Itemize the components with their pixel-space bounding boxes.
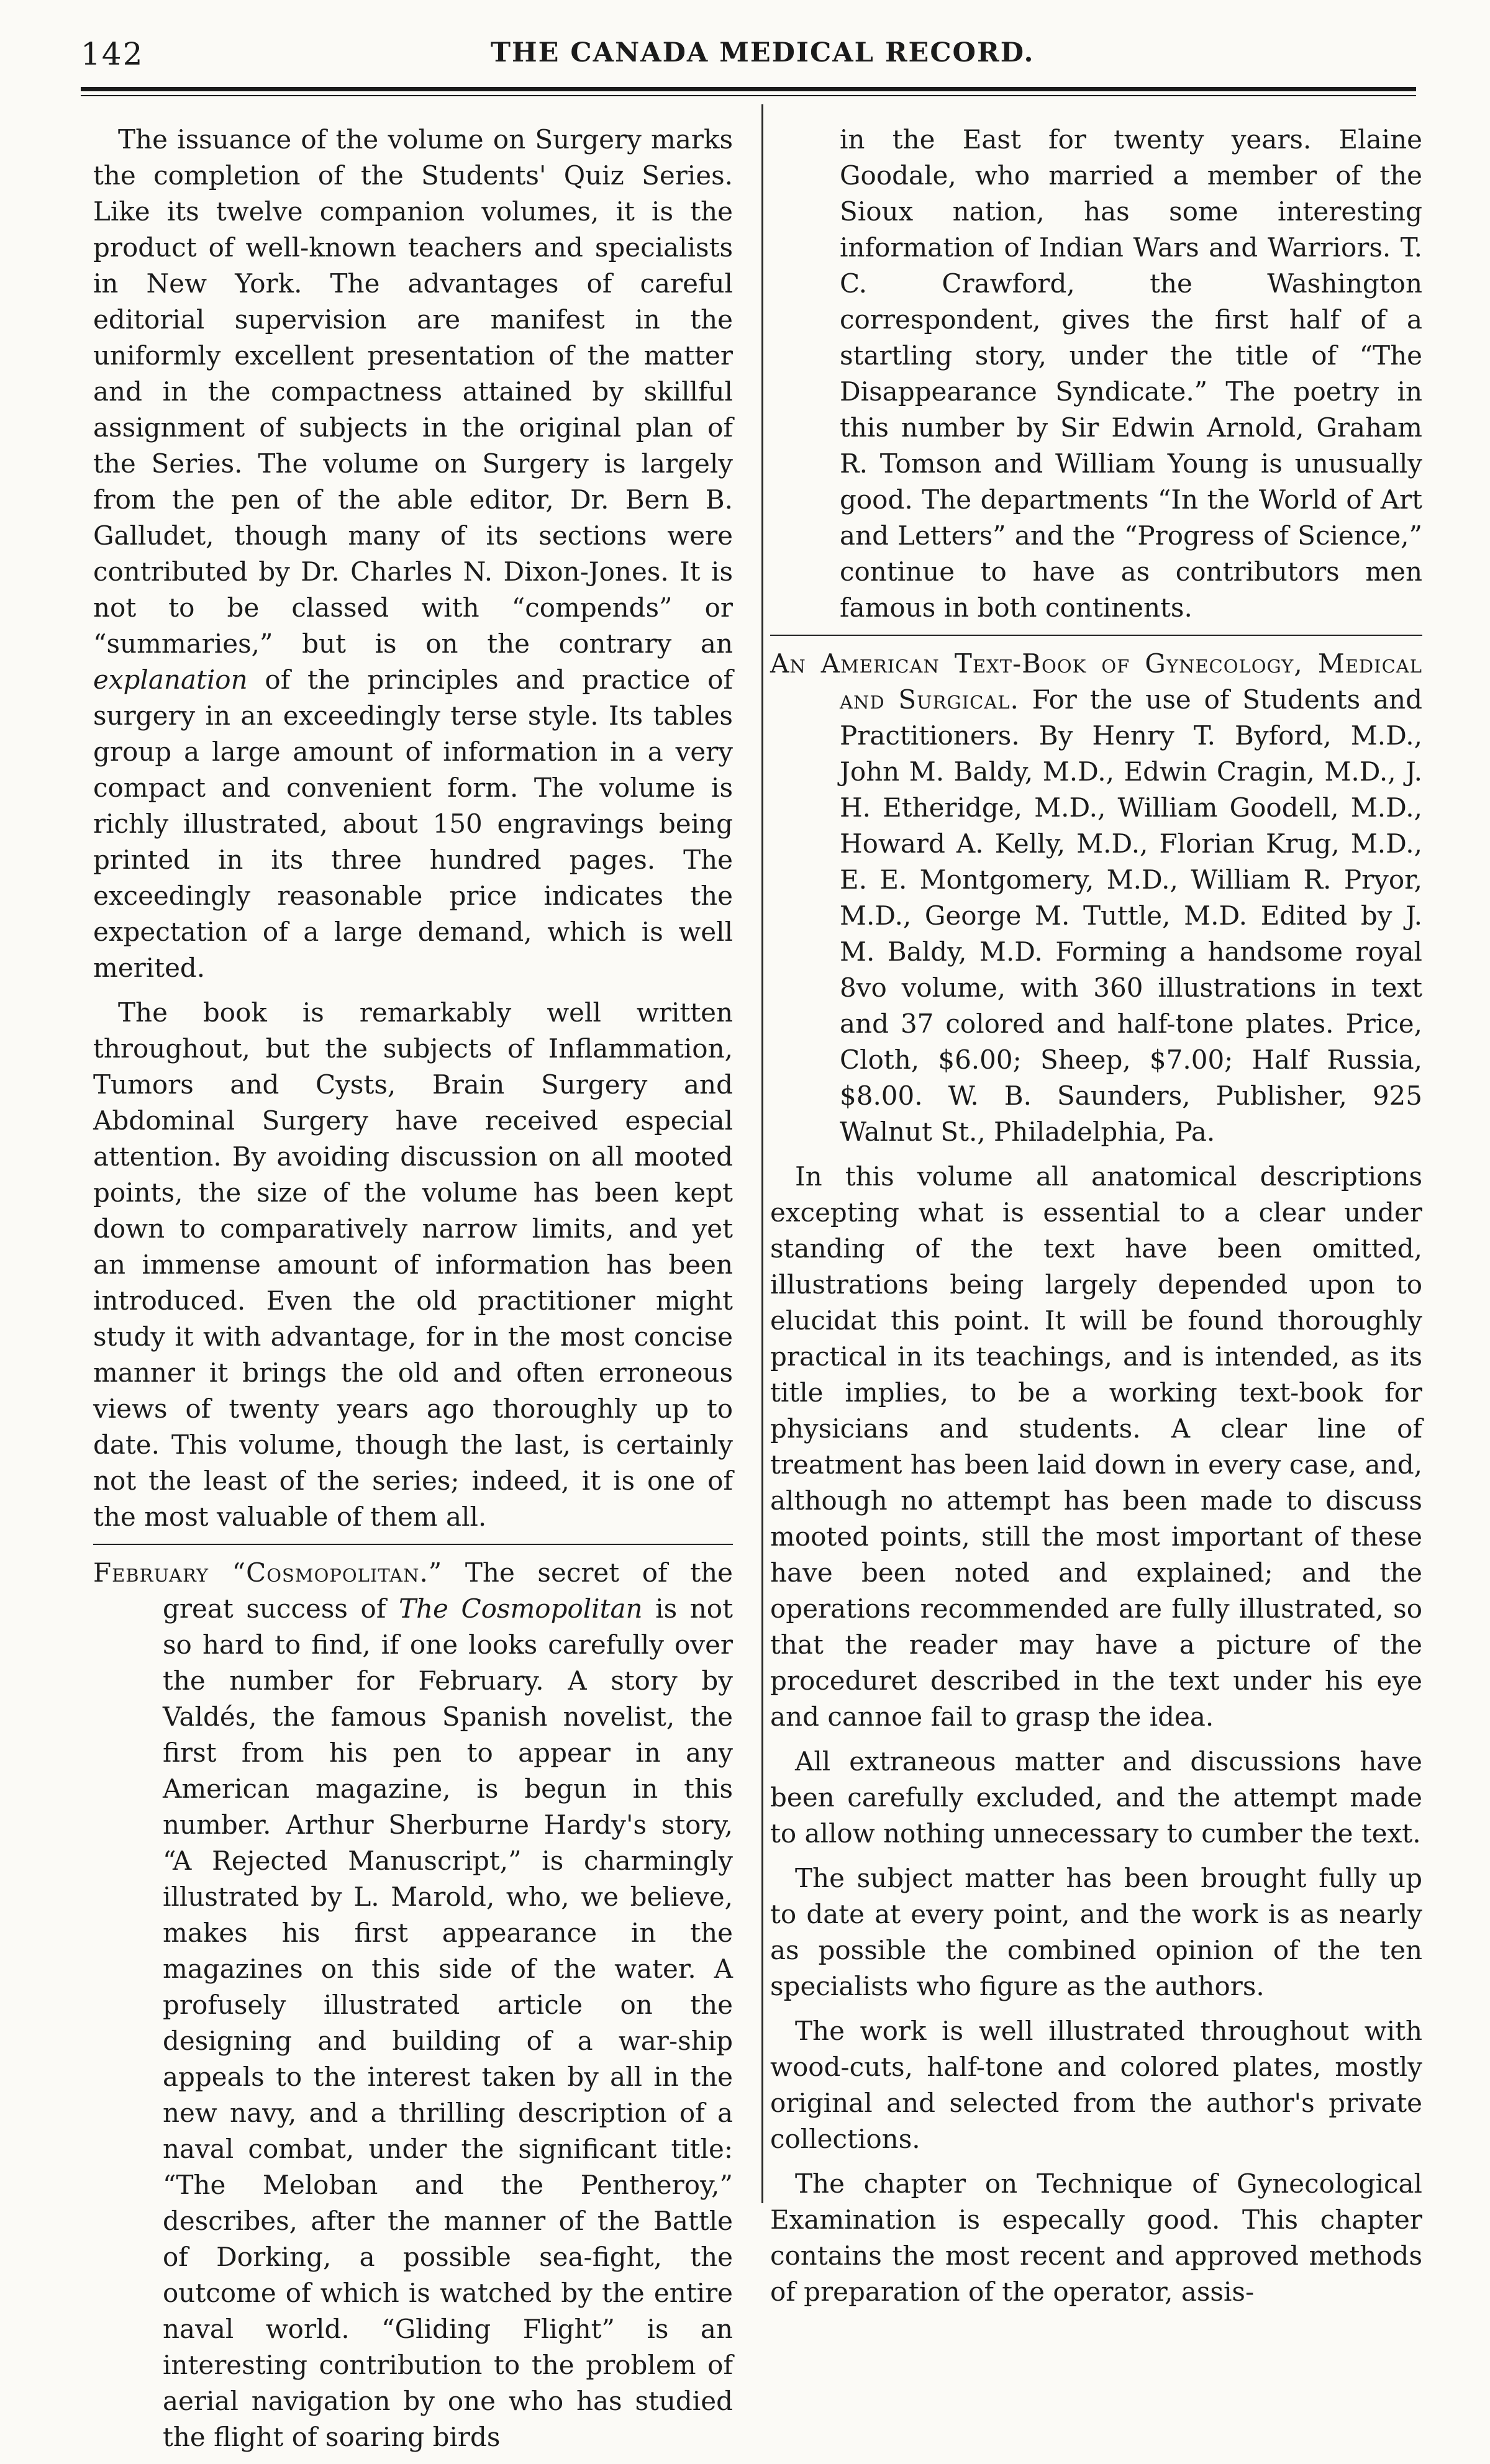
gynecology-paragraph-1: In this volume all anatomical descriptions excepting what is essential to a clear under standing of the text have been omitted, illustrations being largely depended upon to elucidat this point. It will be found thoroughly practical in its teachings, and is intended, as its title implies, to be a working text-book for physicians and students. A clear line of treatment has been laid down in every case, and, although no attempt has been made to discuss mooted points, still the most important of these have been noted and explained; and the operations recommended are fully illustrated, so that the reader may have a picture of the proceduret described in the text under his eye and cannoe fail to grasp the idea. <box>770 1161 1422 1732</box>
surgery-review-emphasis: explanation <box>93 664 248 695</box>
cosmopolitan-text-continued: is not so hard to find, if one looks carefully over the number for February. A story by Valdés, the famous Spanish novelist, the first from his pen to appear in any American magazine, is begun in this number. Arthur Sherburne Hardy's story, “A Rejected Manuscript,” is charmingly illustrated by L. Marold, who, we believe, makes his first appearance in the magazines on this side of the water. A profusely illustrated article on the designing and building of a war-ship appeals to the interest taken by all in the new navy, and a thrilling description of a naval combat, under the significant title: “The Meloban and the Pentheroy,” describes, after the manner of the Battle of Dorking, a possible sea-fight, the outcome of which is watched by the entire naval world. “Gliding Flight” is an interesting contribution to the problem of aerial navigation by one who has studied the flight of soaring birds <box>163 1593 733 2452</box>
cosmopolitan-text: The secret of the great success of <box>163 1557 733 1624</box>
cosmopolitan-continued: in the East for twenty years. Elaine Goodale, who married a member of the Sioux nation, has some interesting information of Indian Wars and Warriors. T. C. Crawford, the Washington correspondent, gives the first half of a startling story, under the title of “The Disappearance Syndicate.” The poetry in this number by Sir Edwin Arnold, Graham R. Tomson and William Young is unusually good. The departments “In the World of Art and Letters” and the “Progress of Science,” continue to have as contributors men famous in both continents. <box>840 124 1422 623</box>
left-column <box>93 122 733 2464</box>
cosmopolitan-notice <box>93 1555 733 2455</box>
gynecology-heading: An American Text-Book of Gynecology, Medical and Surgical. <box>770 648 1422 715</box>
column-divider <box>761 104 763 2203</box>
gynecology-entry-text: For the use of Students and Practitioners. By Henry T. Byford, M.D., John M. Baldy, M.D., Edwin Cragin, M.D., J. H. Etheridge, M.D., William Goodell, M.D., Howard A. Kelly, M.D., Florian Krug, M.D., E. E. Montgomery, M.D., William R. Pryor, M.D., George M. Tuttle, M.D. Edited by J. M. Baldy, M.D. Forming a handsome royal 8vo volume, with 360 illustrations in text and 37 colored and half-tone plates. Price, Cloth, $6.00; Sheep, $7.00; Half Russia, $8.00. W. B. Saunders, Publisher, 925 Walnut St., Philadelphia, Pa. <box>840 684 1422 1147</box>
header-rule <box>81 87 1416 96</box>
cosmopolitan-heading: February “Cosmopolitan.” <box>93 1557 443 1588</box>
surgery-review-paragraph-2: The book is remarkably well written throughout, but the subjects of Inflammation, Tumors and Cysts, Brain Surgery and Abdominal Surgery have received especial attention. By avoiding discussion on all mooted points, the size of the volume has been kept down to comparatively narrow limits, and yet an immense amount of information has been introduced. Even the old practitioner might study it with advantage, for in the most concise manner it brings the old and often erroneous views of twenty years ago thoroughly up to date. This volume, though the last, is certainly not the least of the series; indeed, it is one of the most valuable of them all. <box>93 997 733 1532</box>
gynecology-paragraph-4: The work is well illustrated throughout with wood-cuts, half-tone and colored plates, mostly original and selected from the author's private collections. <box>770 2016 1422 2154</box>
surgery-review-continued: of the principles and practice of surgery in an exceedingly terse style. Its tables group a large amount of information in a very compact and convenient form. The volume is richly illustrated, about 150 engravings being printed in its three hundred pages. The exceedingly reasonable price indicates the expectation of a large demand, which is well merited. <box>93 664 733 983</box>
running-head: THE CANADA MEDICAL RECORD. <box>491 37 1035 68</box>
gynecology-entry <box>770 646 1422 1150</box>
gynecology-paragraph-5: The chapter on Technique of Gynecological Examination is especally good. This chapter contains the most recent and approved methods of preparation of the operator, assis- <box>770 2168 1422 2307</box>
right-column <box>770 122 1422 2319</box>
gynecology-paragraph-2: All extraneous matter and discussions have been carefully excluded, and the attempt made to allow nothing unnecessary to cumber the text. <box>770 1746 1422 1849</box>
page-header <box>81 36 1416 79</box>
section-separator <box>93 1544 733 1545</box>
cosmopolitan-title: The Cosmopolitan <box>398 1593 643 1624</box>
gynecology-paragraph-3: The subject matter has been brought fully up to date at every point, and the work is as nearly as possible the combined opinion of the ten specialists who figure as the authors. <box>770 1863 1422 2001</box>
surgery-review-paragraph <box>93 122 733 986</box>
surgery-review-text: The issuance of the volume on Surgery marks the completion of the Students' Quiz Series. Like its twelve companion volumes, it is the product of well-known teachers and specialists in New York. The advantages of careful editorial supervision are manifest in the uniformly excellent presentation of the matter and in the compactness attained by skillful assignment of subjects in the original plan of the Series. The volume on Surgery is largely from the pen of the able editor, Dr. Bern B. Galludet, though many of its sections were contributed by Dr. Charles N. Dixon-Jones. It is not to be classed with “compends” or “summaries,” but is on the contrary an <box>93 124 733 659</box>
page-number: 142 <box>81 36 144 72</box>
section-separator-2 <box>770 635 1422 636</box>
